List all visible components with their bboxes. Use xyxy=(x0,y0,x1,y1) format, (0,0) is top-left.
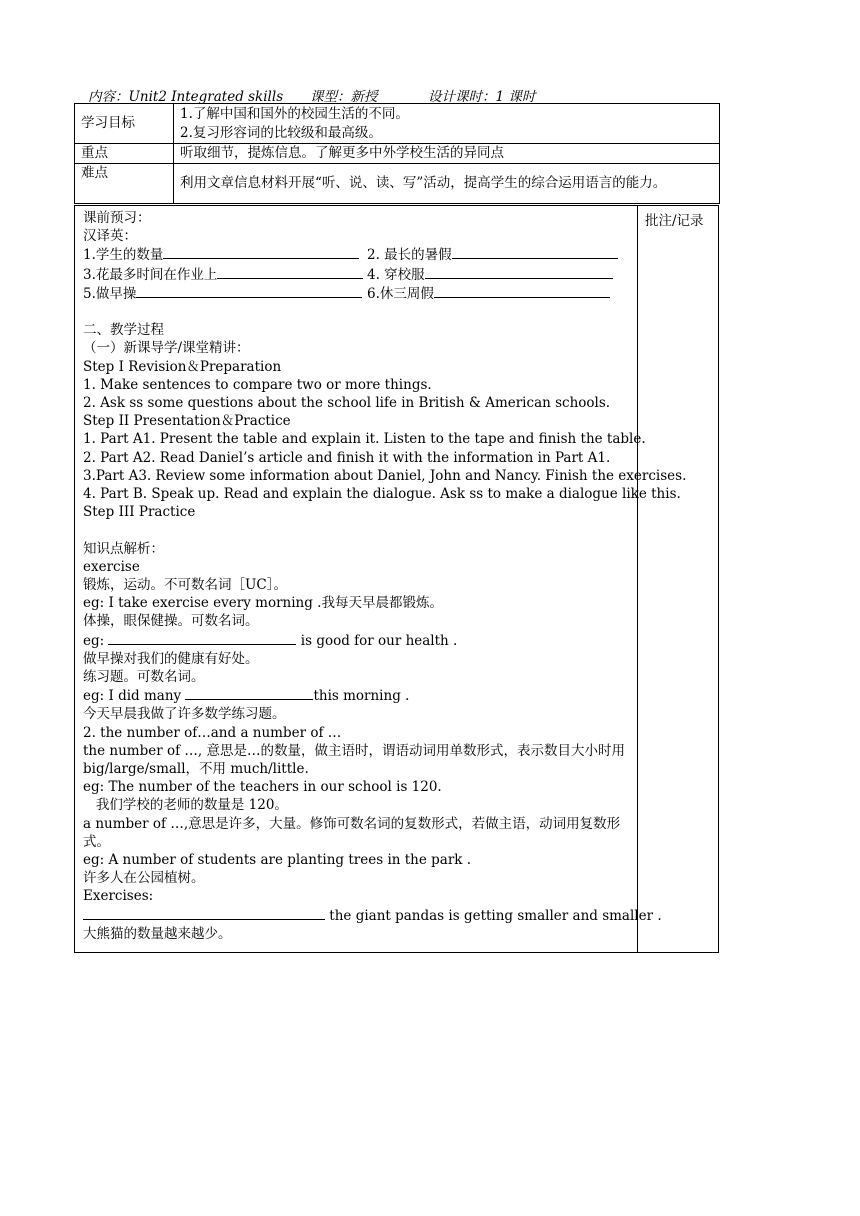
preview-title: 课前预习： xyxy=(83,210,151,226)
knowledge-word: exercise xyxy=(83,558,140,575)
step-item: 3.Part A3. Review some information about Daniel, John and Nancy. Finish the exercises. xyxy=(83,467,687,484)
meaning-3: 练习题。可数名词。 xyxy=(83,669,205,686)
answer-blank[interactable] xyxy=(83,906,325,920)
difficult-cell: 利用文章信息材料开展“听、说、读、写”活动，提高学生的综合运用语言的能力。 xyxy=(174,164,720,204)
point-2-text: the number of …, 意思是…的数量，做主语时，谓语动词用单数形式，表示数目大小时用 big/large/small，不用 much/little. xyxy=(83,742,625,778)
example-3-cn: 今天早晨我做了许多数学练习题。 xyxy=(83,706,286,723)
step-item: 1. Part A1. Present the table and explain it. Listen to the tape and finish the table. xyxy=(83,431,646,448)
preview-subtitle: 汉译英： xyxy=(83,228,137,245)
answer-blank[interactable] xyxy=(185,686,313,700)
preview-row xyxy=(83,284,635,303)
preview-row xyxy=(83,265,635,284)
point-3-example: eg: A number of students are planting trees in the park . xyxy=(83,852,472,869)
step-item: 1. Make sentences to compare two or more things. xyxy=(83,376,432,393)
meaning-1: 锻炼，运动。不可数名词［UC］。 xyxy=(83,577,287,594)
preview-item: 2. 最长的暑假 xyxy=(367,247,452,264)
step-heading: Step II Presentation＆Practice xyxy=(83,413,291,430)
example-2: eg: is good for our health . xyxy=(83,632,458,649)
preview-item: 4. 穿校服 xyxy=(367,266,425,283)
example-3: eg: I did many this morning . xyxy=(83,688,410,705)
knowledge-title: 知识点解析： xyxy=(83,540,164,557)
objectives-table xyxy=(74,103,720,204)
header-type: 课型：新授 xyxy=(310,89,378,105)
key-cell: 听取细节，提炼信息。了解更多中外学校生活的异同点 xyxy=(174,144,720,164)
notes-header: 批注/记录 xyxy=(645,213,704,229)
preview-item: 3.花最多时间在作业上 xyxy=(83,266,218,283)
goals-label: 学习目标 xyxy=(75,104,174,144)
process-title: 二、教学过程 xyxy=(83,322,164,339)
exercises-title: Exercises: xyxy=(83,888,154,905)
example-1: eg: I take exercise every morning .我每天早晨都锻炼。 xyxy=(83,595,443,612)
point-3-example-cn: 许多人在公园植树。 xyxy=(83,870,205,887)
step-heading: Step I Revision＆Preparation xyxy=(83,358,282,375)
answer-blank[interactable] xyxy=(163,245,359,259)
goal-item: 1.了解中国和国外的校园生活的不同。 xyxy=(180,105,409,122)
difficult-label: 难点 xyxy=(75,164,174,204)
point-2-example: eg: The number of the teachers in our school is 120. xyxy=(83,779,442,796)
process-sub: （一）新课导学/课堂精讲： xyxy=(83,340,250,357)
key-label: 重点 xyxy=(75,144,174,164)
step-heading: Step III Practice xyxy=(83,504,196,521)
point-2-title: 2. the number of…and a number of … xyxy=(83,724,342,741)
page-header xyxy=(88,85,728,105)
exercise-cn: 大熊猫的数量越来越少。 xyxy=(83,925,232,942)
answer-blank[interactable] xyxy=(434,284,610,298)
preview-item: 1.学生的数量 xyxy=(83,247,164,264)
exercise-item: the giant pandas is getting smaller and smaller . xyxy=(83,906,635,925)
point-2-example-cn: 我们学校的老师的数量是 120。 xyxy=(83,797,288,814)
preview-item: 6.休三周假 xyxy=(367,285,434,302)
preview-item: 5.做早操 xyxy=(83,285,137,302)
step-item: 2. Part A2. Read Daniel’s article and finish it with the information in Part A1. xyxy=(83,449,611,466)
answer-blank[interactable] xyxy=(425,265,613,279)
point-3-text: a number of …,意思是许多，大量。修饰可数名词的复数形式，若做主语，动词用复数形式。 xyxy=(83,815,621,850)
example-2-cn: 做早操对我们的健康有好处。 xyxy=(83,650,259,667)
answer-blank[interactable] xyxy=(452,245,618,259)
goals-cell xyxy=(174,104,720,144)
step-item: 4. Part B. Speak up. Read and explain the dialogue. Ask ss to make a dialogue like this. xyxy=(83,486,681,503)
lesson-body xyxy=(74,205,719,953)
answer-blank[interactable] xyxy=(217,265,363,279)
step-item: 2. Ask ss some questions about the school life in British & American schools. xyxy=(83,395,611,412)
column-divider xyxy=(637,206,638,952)
preview-row xyxy=(83,245,635,264)
goal-item: 2.复习形容词的比较级和最高级。 xyxy=(180,124,382,141)
answer-blank[interactable] xyxy=(136,284,362,298)
header-content: 内容：Unit2 Integrated skills xyxy=(88,89,284,105)
meaning-2: 体操，眼保健操。可数名词。 xyxy=(83,613,259,630)
answer-blank[interactable] xyxy=(108,631,296,645)
header-hours: 设计课时：1 课时 xyxy=(428,89,536,105)
